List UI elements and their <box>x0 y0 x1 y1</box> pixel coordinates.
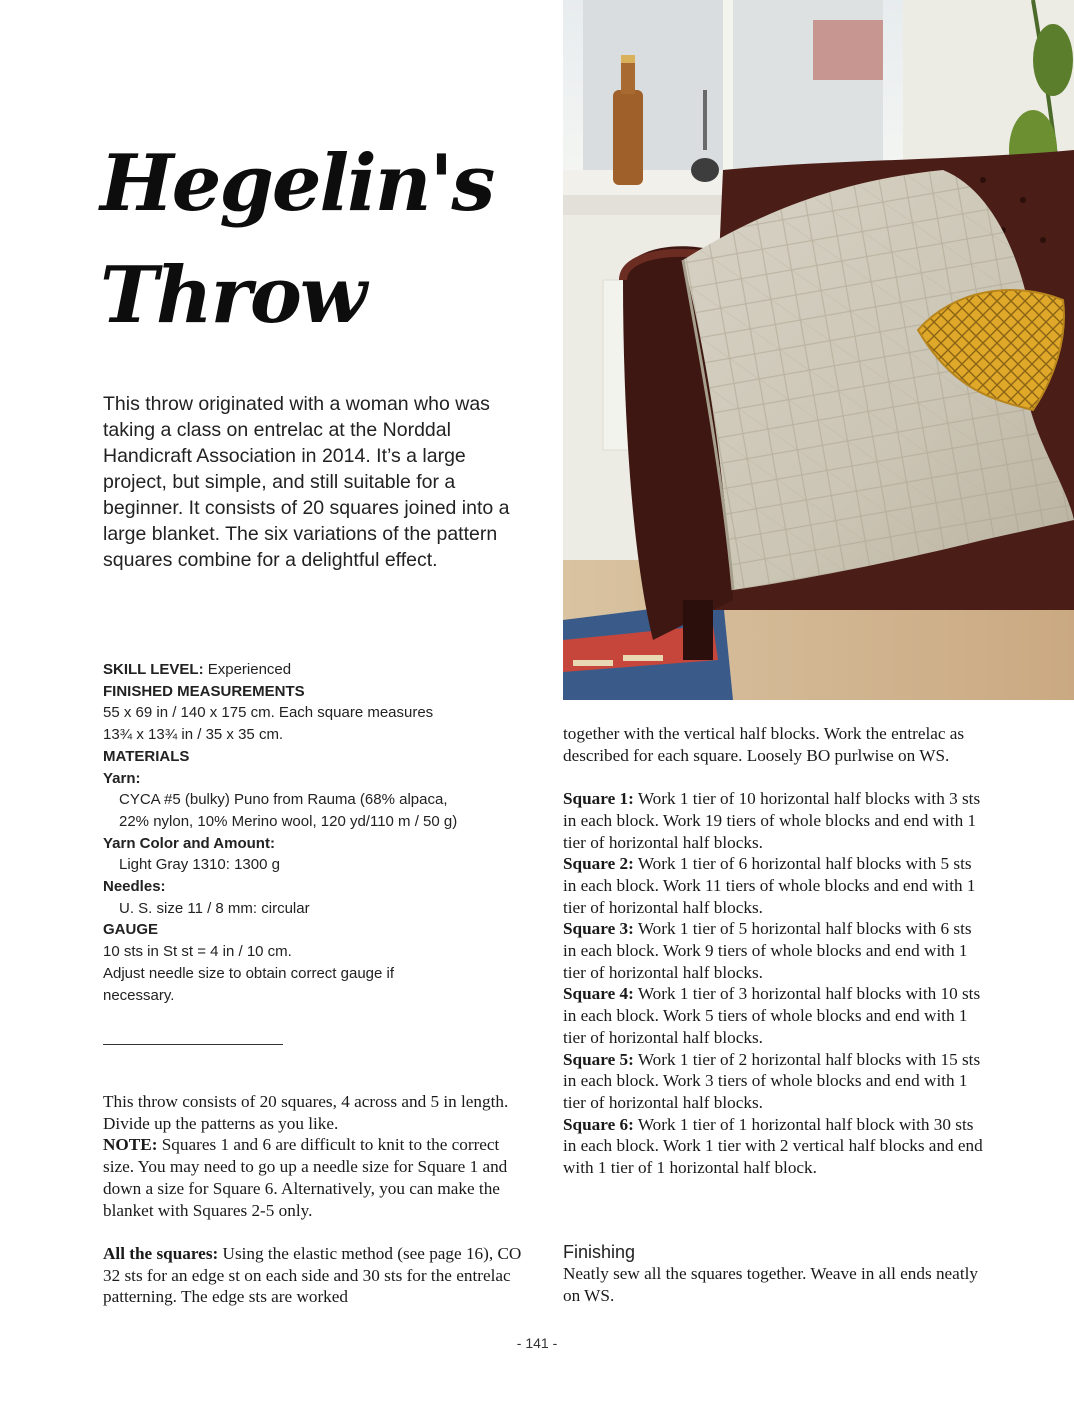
instructions-column-left <box>103 1091 523 1308</box>
square-6 <box>563 1114 983 1179</box>
all-squares-label: All the squares: <box>103 1243 219 1263</box>
finishing-heading: Finishing <box>563 1242 636 1262</box>
skill-value: Experienced <box>203 661 292 678</box>
measurements-heading: FINISHED MEASUREMENTS <box>103 682 305 700</box>
measurements-line-2: 13¾ x 13¾ in / 35 x 35 cm. <box>103 726 284 744</box>
square-6-text: Work 1 tier of 1 horizontal half block with 30 sts in each block. Work 1 tier with 2 vertical half blocks and end with 1 tier of 1 horizontal half block. <box>563 1114 983 1178</box>
divider <box>103 1044 283 1045</box>
instructions-column-right <box>563 723 983 1179</box>
intro-paragraph: This throw originated with a woman who was taking a class on entrelac at the Norddal Handicraft Association in 2014. It’s a large project, but simple, and still suitable for a beginner. It consists of 20 squares joined into a large blanket. The six variations of the pattern squares combine for a delightful effect. <box>103 393 510 571</box>
square-5 <box>563 1049 983 1114</box>
pattern-specs <box>103 659 523 1006</box>
measurements-line-1: 55 x 69 in / 140 x 175 cm. Each square measures <box>103 704 434 722</box>
overview-paragraph: This throw consists of 20 squares, 4 across and 5 in length. Divide up the patterns as you like. <box>103 1092 509 1133</box>
gauge-line-3: necessary. <box>103 986 175 1004</box>
yarn-color-heading: Yarn Color and Amount: <box>103 834 275 852</box>
square-4 <box>563 983 983 1048</box>
square-3 <box>563 918 983 983</box>
yarn-line-1: CYCA #5 (bulky) Puno from Rauma (68% alpaca, <box>119 791 448 809</box>
square-2 <box>563 853 983 918</box>
yarn-heading: Yarn: <box>103 769 141 787</box>
square-4-text: Work 1 tier of 3 horizontal half blocks with 10 sts in each block. Work 5 tiers of whole blocks and end with 1 tier of horizontal half blocks. <box>563 984 981 1047</box>
gauge-line-2: Adjust needle size to obtain correct gauge if <box>103 964 395 982</box>
skill-level <box>103 659 523 681</box>
note-text: Squares 1 and 6 are difficult to knit to the correct size. You may need to go up a needle size for Square 1 and down a size for Square 6. Alternatively, you can make the blanket with Squares 2-5 only. <box>103 1135 508 1220</box>
yarn-line-2: 22% nylon, 10% Merino wool, 120 yd/110 m / 50 g) <box>119 812 458 830</box>
materials-heading: MATERIALS <box>103 747 190 765</box>
needles-value: U. S. size 11 / 8 mm: circular <box>119 899 310 917</box>
gauge-heading: GAUGE <box>103 921 159 939</box>
finishing-text: Neatly sew all the squares together. Weave in all ends neatly on WS. <box>563 1264 978 1305</box>
title-line-1: Hegelin's <box>100 138 494 229</box>
yarn-color-value: Light Gray 1310: 1300 g <box>119 856 280 874</box>
throw-photo <box>563 0 1074 700</box>
page-number: - 141 - <box>516 1335 558 1351</box>
gauge-line-1: 10 sts in St st = 4 in / 10 cm. <box>103 943 292 961</box>
square-4-label: Square 4: <box>563 984 634 1004</box>
square-1-text: Work 1 tier of 10 horizontal half blocks with 3 sts in each block. Work 19 tiers of whole blocks and end with 1 tier of horizontal half blocks. <box>563 789 981 852</box>
page-title <box>100 128 493 352</box>
square-2-label: Square 2: <box>563 854 634 874</box>
square-2-text: Work 1 tier of 6 horizontal half blocks with 5 sts in each block. Work 11 tiers of whole blocks and end with 1 tier of horizontal half blocks. <box>563 854 976 917</box>
square-1 <box>563 788 983 853</box>
all-squares-text: Using the elastic method (see page 16), CO 32 sts for an edge st on each side and 30 sts for the entrelac patterning. The edge sts are worked <box>103 1243 522 1307</box>
square-1-label: Square 1: <box>563 789 634 809</box>
note-label: NOTE: <box>103 1135 158 1155</box>
needles-heading: Needles: <box>103 878 166 896</box>
square-5-label: Square 5: <box>563 1049 634 1069</box>
square-3-label: Square 3: <box>563 919 634 939</box>
square-5-text: Work 1 tier of 2 horizontal half blocks with 15 sts in each block. Work 3 tiers of whole blocks and end with 1 tier of horizontal half blocks. <box>563 1049 981 1112</box>
skill-label: SKILL LEVEL: <box>103 661 204 678</box>
square-3-text: Work 1 tier of 5 horizontal half blocks with 6 sts in each block. Work 9 tiers of whole blocks and end with 1 tier of horizontal half blocks. <box>563 919 972 982</box>
square-6-label: Square 6: <box>563 1114 634 1134</box>
finishing-section <box>563 1241 983 1306</box>
all-squares-paragraph <box>103 1243 523 1308</box>
note-paragraph <box>103 1134 523 1221</box>
title-line-2: Throw <box>100 250 366 341</box>
all-squares-continued: together with the vertical half blocks. Work the entrelac as described for each square. Loosely BO purlwise on WS. <box>563 724 965 765</box>
